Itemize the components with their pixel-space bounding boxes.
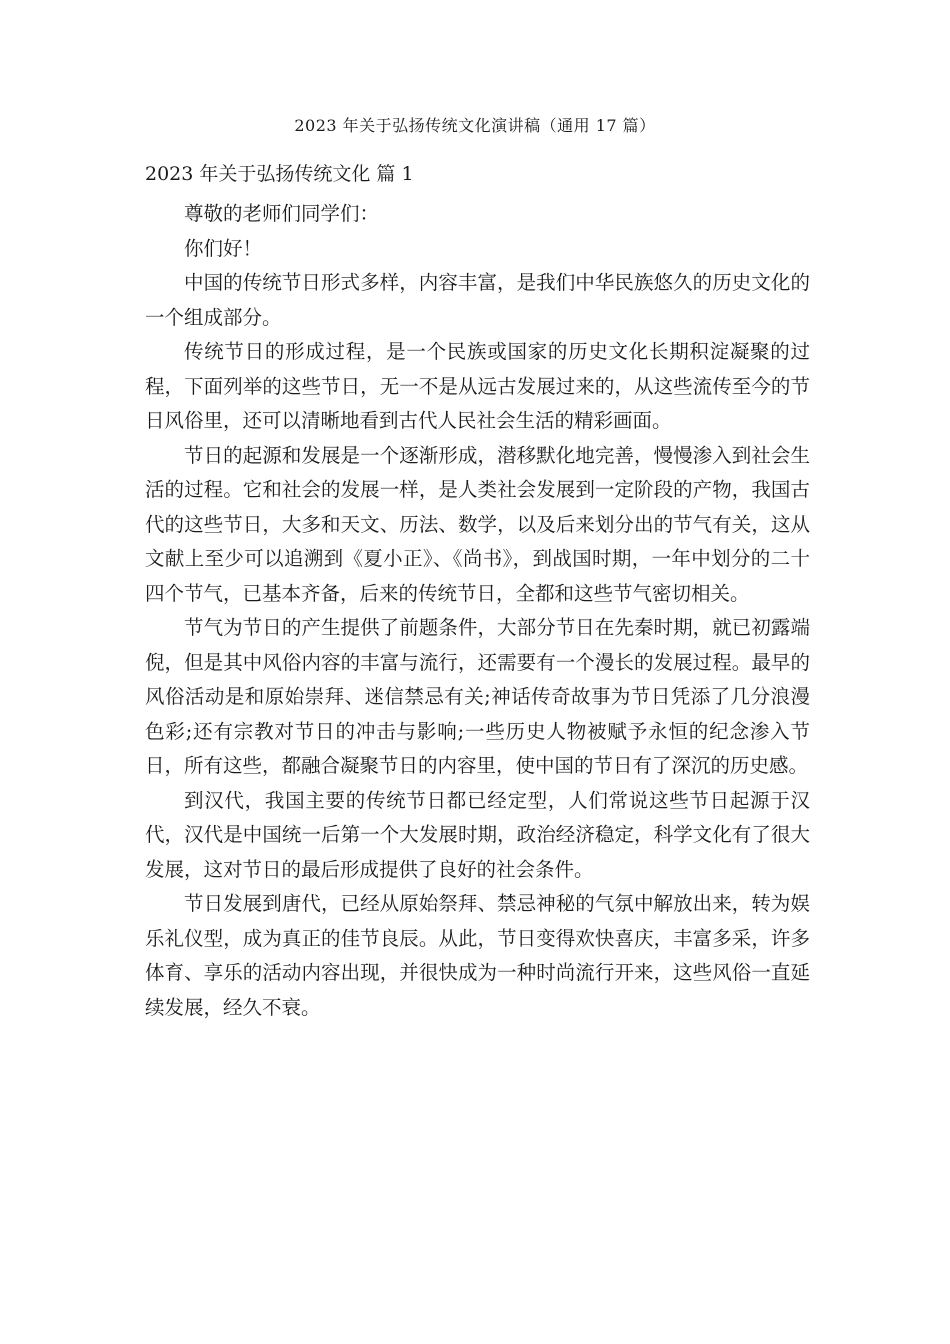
body-paragraph: 节日的起源和发展是一个逐渐形成，潜移默化地完善，慢慢渗入到社会生活的过程。它和社会的发展一样，是人类社会发展到一定阶段的产物，我国古代的这些节日，大多和天文、历法、数学，以及后来划分出的节气有关，这从文献上至少可以追溯到《夏小正》、《尚书》，到战国时期，一年中划分的二十四个节气，已基本齐备，后来的传统节日，全都和这些节气密切相关。 <box>145 443 810 605</box>
greeting: 你们好！ <box>184 236 263 260</box>
salutation: 尊敬的老师们同学们： <box>184 202 380 225</box>
section-heading: 2023 年关于弘扬传统文化 篇 1 <box>145 163 414 185</box>
document-title: 2023 年关于弘扬传统文化演讲稿（通用 17 篇） <box>294 116 656 135</box>
body-paragraph: 中国的传统节日形式多样，内容丰富，是我们中华民族悠久的历史文化的一个组成部分。 <box>145 271 810 329</box>
document-body <box>145 197 810 1025</box>
body-paragraph: 节日发展到唐代，已经从原始祭拜、禁忌神秘的气氛中解放出来，转为娱乐礼仪型，成为真正的佳节良辰。从此，节日变得欢快喜庆，丰富多采，许多体育、享乐的活动内容出现，并很快成为一种时尚流行开来，这些风俗一直延续发展，经久不衰。 <box>145 892 810 1019</box>
body-paragraph: 到汉代，我国主要的传统节日都已经定型，人们常说这些节日起源于汉代，汉代是中国统一后第一个大发展时期，政治经济稳定，科学文化有了很大发展，这对节日的最后形成提供了良好的社会条件。 <box>145 788 810 881</box>
body-paragraph: 节气为节日的产生提供了前题条件，大部分节日在先秦时期，就已初露端倪，但是其中风俗内容的丰富与流行，还需要有一个漫长的发展过程。最早的风俗活动是和原始崇拜、迷信禁忌有关;神话传奇故事为节日凭添了几分浪漫色彩;还有宗教对节日的冲击与影响;一些历史人物被赋予永恒的纪念渗入节日，所有这些，都融合凝聚节日的内容里，使中国的节日有了深沉的历史感。 <box>145 616 810 777</box>
body-paragraph: 传统节日的形成过程，是一个民族或国家的历史文化长期积淀凝聚的过程，下面列举的这些节日，无一不是从远古发展过来的，从这些流传至今的节日风俗里，还可以清晰地看到古代人民社会生活的精彩画面。 <box>145 340 810 432</box>
